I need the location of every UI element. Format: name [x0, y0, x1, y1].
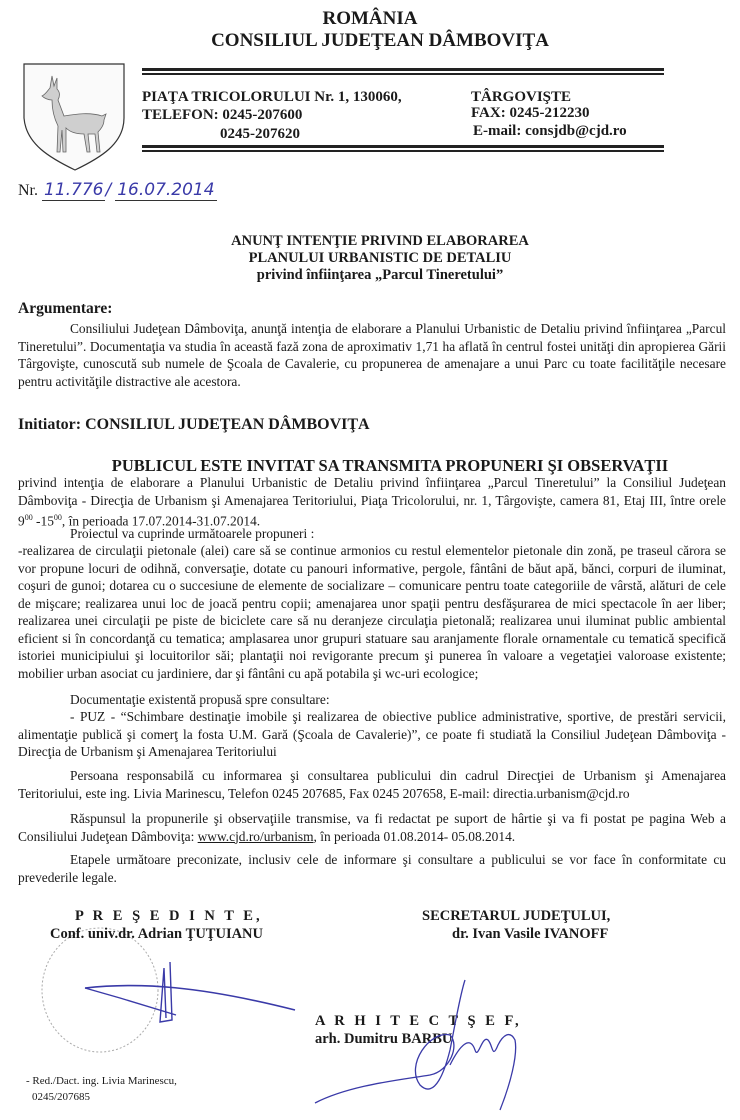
institution-title: CONSILIUL JUDEŢEAN DÂMBOVIŢA — [211, 30, 549, 51]
coat-of-arms-icon — [20, 60, 130, 170]
documentation-text: - PUZ - “Schimbare destinaţie imobile şi realizarea de obiective publice administrative, sportive, de prestări servicii, alimentaţie publică şi comerţ la fosta U.M. Gară (Şcoala de Cavalerie)”, ce poate fi studiată la Consiliul Judeţean Dâmboviţa - Direcţia de Urbanism şi Amenajarea Teritoriului — [18, 709, 726, 759]
address-street: PIAŢA TRICOLORULUI Nr. 1, 130060, — [142, 89, 402, 105]
proposals-text: -realizarea de circulaţii pietonale (alei) care să se continue armonios cu restul elementelor pietonale din zonă, pe traseul cărora se vor propune locuri de odihnă, conversaţie, dotate cu panouri informative, pergole, fântâni de băut apă, bănci, corpuri de iluminat, coşuri de gunoi; dotarea cu o succesiune de elemente de socializare – comunicare pentru toate categoriile de vârstă, alături de cele de mişcare; realizarea unui loc de joacă pentru copii; amenajarea unor spaţii pentru desfăşurarea de mici spectacole în aer liber; realizarea unei circulaţii pe piste de biciclete care să nu deranjeze circulaţia pietonală; realizarea unui iluminat public ambiental eficient si în concordanţă cu tematica; amplasarea unor grupuri statuare sau aranjamente florale ornamentale cu tematică specifică istoriei municipiului şi locuitorilor săi; plantaţii noi revigorante precum şi punerea în valoare a vegetaţiei valoroase existente; mobilier urban asociat cu jardiniere, dar şi fântâni cu apă potabila şi wc-uri ecologice; — [18, 543, 726, 681]
registration-handwritten-date: 16.07.2014 — [117, 180, 215, 200]
country-title: ROMÂNIA — [322, 8, 418, 29]
invite-period: , în perioada 17.07.2014-31.07.2014. — [61, 513, 261, 529]
public-invite-heading: PUBLICUL ESTE INVITAT SA TRANSMITA PROPUNERI ŞI OBSERVAŢII — [111, 456, 669, 475]
president-signature — [80, 960, 310, 1035]
announcement-title — [150, 233, 610, 284]
announcement-title-line2: PLANULUI URBANISTIC DE DETALIU — [248, 250, 512, 266]
secretary-name: dr. Ivan Vasile IVANOFF — [452, 926, 609, 942]
drafted-by: - Red./Dact. ing. Livia Marinescu, — [26, 1075, 177, 1087]
registration-label: Nr. — [18, 182, 38, 199]
president-name: Conf. univ.dr. Adrian ŢUŢUIANU — [50, 926, 263, 942]
hour-start-sup: 00 — [24, 513, 33, 522]
public-invite-text — [18, 474, 726, 530]
email-address: E-mail: consjdb@cjd.ro — [473, 123, 627, 139]
announcement-title-line3: privind înfiinţarea „Parcul Tineretului” — [256, 267, 504, 283]
registration-separator: / — [105, 180, 112, 200]
hours-mid: -15 — [32, 513, 54, 529]
chief-architect-signature — [310, 975, 540, 1120]
urbanism-web-link[interactable]: www.cjd.ro/urbanism — [197, 828, 314, 844]
chief-architect-name: arh. Dumitru BARBU — [315, 1031, 453, 1047]
registration-handwritten-number: 11.776 — [44, 180, 104, 200]
header-rule-top — [142, 68, 664, 75]
hour-end-sup: 00 — [53, 513, 62, 522]
phone-number: TELEFON: 0245-207600 — [142, 107, 303, 123]
header-rule-bottom — [142, 145, 664, 152]
drafted-by-phone: 0245/207685 — [32, 1091, 91, 1103]
response-text — [18, 810, 726, 845]
proposals-intro: Proiectul va cuprinde următoarele propuneri : — [70, 526, 315, 541]
announcement-title-line1: ANUNŢ INTENŢIE PRIVIND ELABORAREA — [231, 233, 529, 249]
next-steps-text: Etapele următoare preconizate, inclusiv cele de informare şi consultare a publicului se vor face în conformitate cu prevederile legale. — [18, 852, 726, 885]
responsible-person-text: Persoana responsabilă cu informarea şi consultarea publicului din cadrul Direcţiei de Urbanism şi Amenajarea Teritoriului, este ing. Livia Marinescu, Telefon 0245 207685, Fax 0245 207658, E-mail: directia.urbanism@cjd.ro — [18, 768, 726, 801]
response-period: , în perioada 01.08.2014- 05.08.2014. — [313, 828, 516, 844]
fax-number: FAX: 0245-212230 — [471, 105, 590, 121]
invite-text-part: privind intenţia de elaborare a Planului Urbanistic de Detaliu privind înfiinţarea „Parcul Tineretului” la Consiliul Judeţean Dâmboviţa - Direcţia de Urbanism şi Amenajarea Teritoriului, Piaţa Tricolorului, nr. 1, Târgovişte, camera 81, Etaj III, între orele 9 — [18, 475, 726, 529]
secretary-title: SECRETARUL JUDEŢULUI, — [422, 908, 611, 924]
phone-number-2: 0245-207620 — [220, 126, 300, 142]
president-title: P R E Ş E D I N T E, — [75, 908, 263, 924]
documentation-intro: Documentaţie existentă propusă spre consultare: — [70, 692, 330, 707]
initiator-line: Initiator: CONSILIUL JUDEŢEAN DÂMBOVIŢA — [18, 416, 370, 433]
address-city: TÂRGOVIŞTE — [471, 89, 572, 105]
chief-architect-title: A R H I T E C T Ş E F, — [315, 1013, 522, 1029]
registration-number — [18, 180, 217, 201]
response-text-part: Răspunsul la propunerile şi observaţiile transmise, va fi redactat pe suport de hârtie şi va fi postat pe pagina Web a Consiliului Judeţean Dâmboviţa: — [18, 811, 726, 844]
argumentare-text: Consiliului Judeţean Dâmboviţa, anunţă intenţia de elaborare a Planului Urbanistic de Detaliu privind înfiinţarea „Parcul Tineretului”. Documentaţia va studia în această fază zona de aproximativ 1,71 ha aflată în centrul fostei unităţi din apropierea Gării Târgovişte, cunoscută sub numele de Şcoala de Cavalerie, cu propunerea de amenajare a unui Parc cu toate facilităţile necesare pentru activităţile distractive ale acestora. — [18, 321, 726, 389]
argumentare-heading: Argumentare: — [18, 300, 113, 317]
